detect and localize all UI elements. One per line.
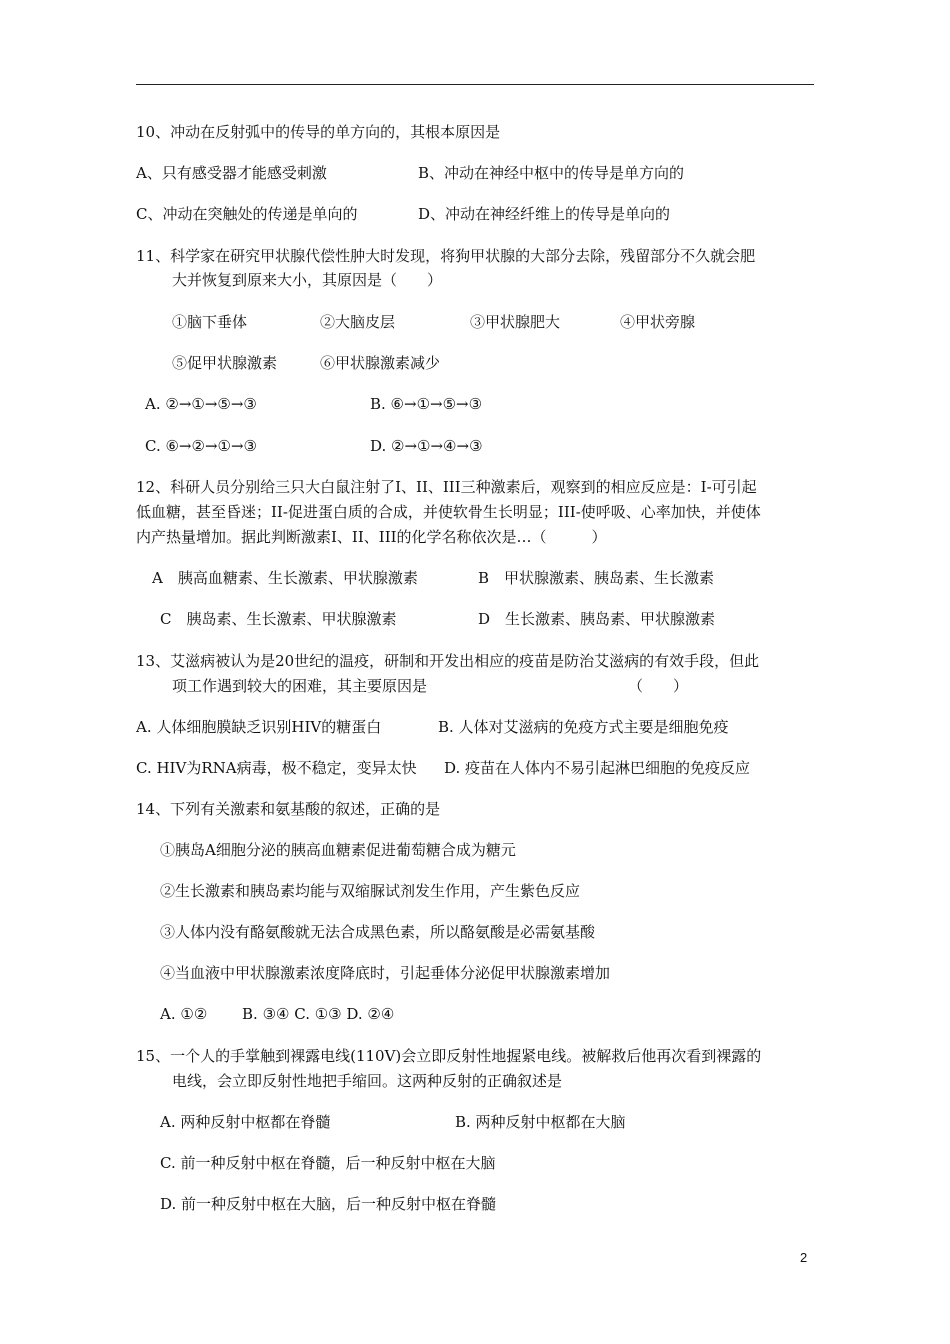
q11-item-6: ⑥甲状腺激素减少 — [320, 354, 441, 372]
q13-option-d: D. 疫苗在人体内不易引起淋巴细胞的免疫反应 — [444, 759, 751, 777]
q14-options: A. ①② B. ③④ C. ①③ D. ②④ — [160, 1005, 395, 1023]
q13-option-b: B. 人体对艾滋病的免疫方式主要是细胞免疫 — [438, 718, 729, 736]
q12-stem-line3: 内产热量增加。据此判断激素I、II、III的化学名称依次是…（ ） — [136, 528, 607, 546]
page-number: 2 — [800, 1250, 808, 1265]
q11-option-d: D. ②→①→④→③ — [370, 437, 483, 455]
q15-stem-line1: 15、一个人的手掌触到裸露电线(110V)会立即反射性地握紧电线。被解救后他再次看到裸露的 — [136, 1047, 762, 1065]
q14-item-4: ④当血液中甲状腺激素浓度降底时，引起垂体分泌促甲状腺激素增加 — [160, 964, 611, 982]
q11-option-b: B. ⑥→①→⑤→③ — [370, 395, 483, 413]
q10-option-d: D、冲动在神经纤维上的传导是单向的 — [418, 205, 671, 223]
q11-item-5: ⑤促甲状腺激素 — [172, 354, 278, 372]
q15-option-b: B. 两种反射中枢都在大脑 — [455, 1113, 626, 1131]
q13-option-c: C. HIV为RNA病毒，极不稳定，变异太快 — [136, 759, 417, 777]
q12-option-a: A 胰高血糖素、生长激素、甲状腺激素 — [152, 569, 418, 587]
q10-option-c: C、冲动在突触处的传递是单向的 — [136, 205, 358, 223]
q11-item-3: ③甲状腺肥大 — [470, 313, 561, 331]
q11-stem-line1: 11、科学家在研究甲状腺代偿性肿大时发现，将狗甲状腺的大部分去除，残留部分不久就会肥 — [136, 247, 756, 265]
q11-option-c: C. ⑥→②→①→③ — [145, 437, 257, 455]
q14-item-2: ②生长激素和胰岛素均能与双缩脲试剂发生作用，产生紫色反应 — [160, 882, 581, 900]
header-rule — [136, 84, 814, 85]
q14-stem: 14、下列有关激素和氨基酸的叙述，正确的是 — [136, 800, 441, 818]
q11-option-a: A. ②→①→⑤→③ — [145, 395, 257, 413]
q13-option-a: A. 人体细胞膜缺乏识别HIV的糖蛋白 — [136, 718, 382, 736]
q11-item-1: ①脑下垂体 — [172, 313, 248, 331]
q12-option-c: C 胰岛素、生长激素、甲状腺激素 — [160, 610, 397, 628]
q15-option-d: D. 前一种反射中枢在大脑，后一种反射中枢在脊髓 — [160, 1195, 497, 1213]
q11-item-2: ②大脑皮层 — [320, 313, 396, 331]
q10-stem: 10、冲动在反射弧中的传导的单方向的，其根本原因是 — [136, 123, 501, 141]
q13-stem-line2: 项工作遇到较大的困难，其主要原因是 — [172, 677, 428, 695]
q13-answer-bracket: （ ） — [628, 677, 689, 695]
q12-option-b: B 甲状腺激素、胰岛素、生长激素 — [478, 569, 715, 587]
q11-item-4: ④甲状旁腺 — [620, 313, 696, 331]
q15-stem-line2: 电线，会立即反射性地把手缩回。这两种反射的正确叙述是 — [172, 1072, 563, 1090]
q12-stem-line1: 12、科研人员分别给三只大白鼠注射了I、II、III三种激素后，观察到的相应反应是：I-可引起 — [136, 478, 757, 496]
q15-option-c: C. 前一种反射中枢在脊髓，后一种反射中枢在大脑 — [160, 1154, 496, 1172]
q12-option-d: D 生长激素、胰岛素、甲状腺激素 — [478, 610, 716, 628]
q10-option-b: B、冲动在神经中枢中的传导是单方向的 — [418, 164, 685, 182]
q12-stem-line2: 低血糖，甚至昏迷；II-促进蛋白质的合成，并使软骨生长明显；III-使呼吸、心率加快，并使体 — [136, 503, 761, 521]
q10-option-a: A、只有感受器才能感受刺激 — [136, 164, 327, 182]
q11-stem-line2: 大并恢复到原来大小，其原因是（ ） — [172, 271, 443, 289]
q14-item-1: ①胰岛A细胞分泌的胰高血糖素促进葡萄糖合成为糖元 — [160, 841, 516, 859]
q14-item-3: ③人体内没有酪氨酸就无法合成黑色素，所以酪氨酸是必需氨基酸 — [160, 923, 596, 941]
q13-stem-line1: 13、艾滋病被认为是20世纪的温疫，研制和开发出相应的疫苗是防治艾滋病的有效手段，但此 — [136, 652, 760, 670]
q15-option-a: A. 两种反射中枢都在脊髓 — [160, 1113, 331, 1131]
